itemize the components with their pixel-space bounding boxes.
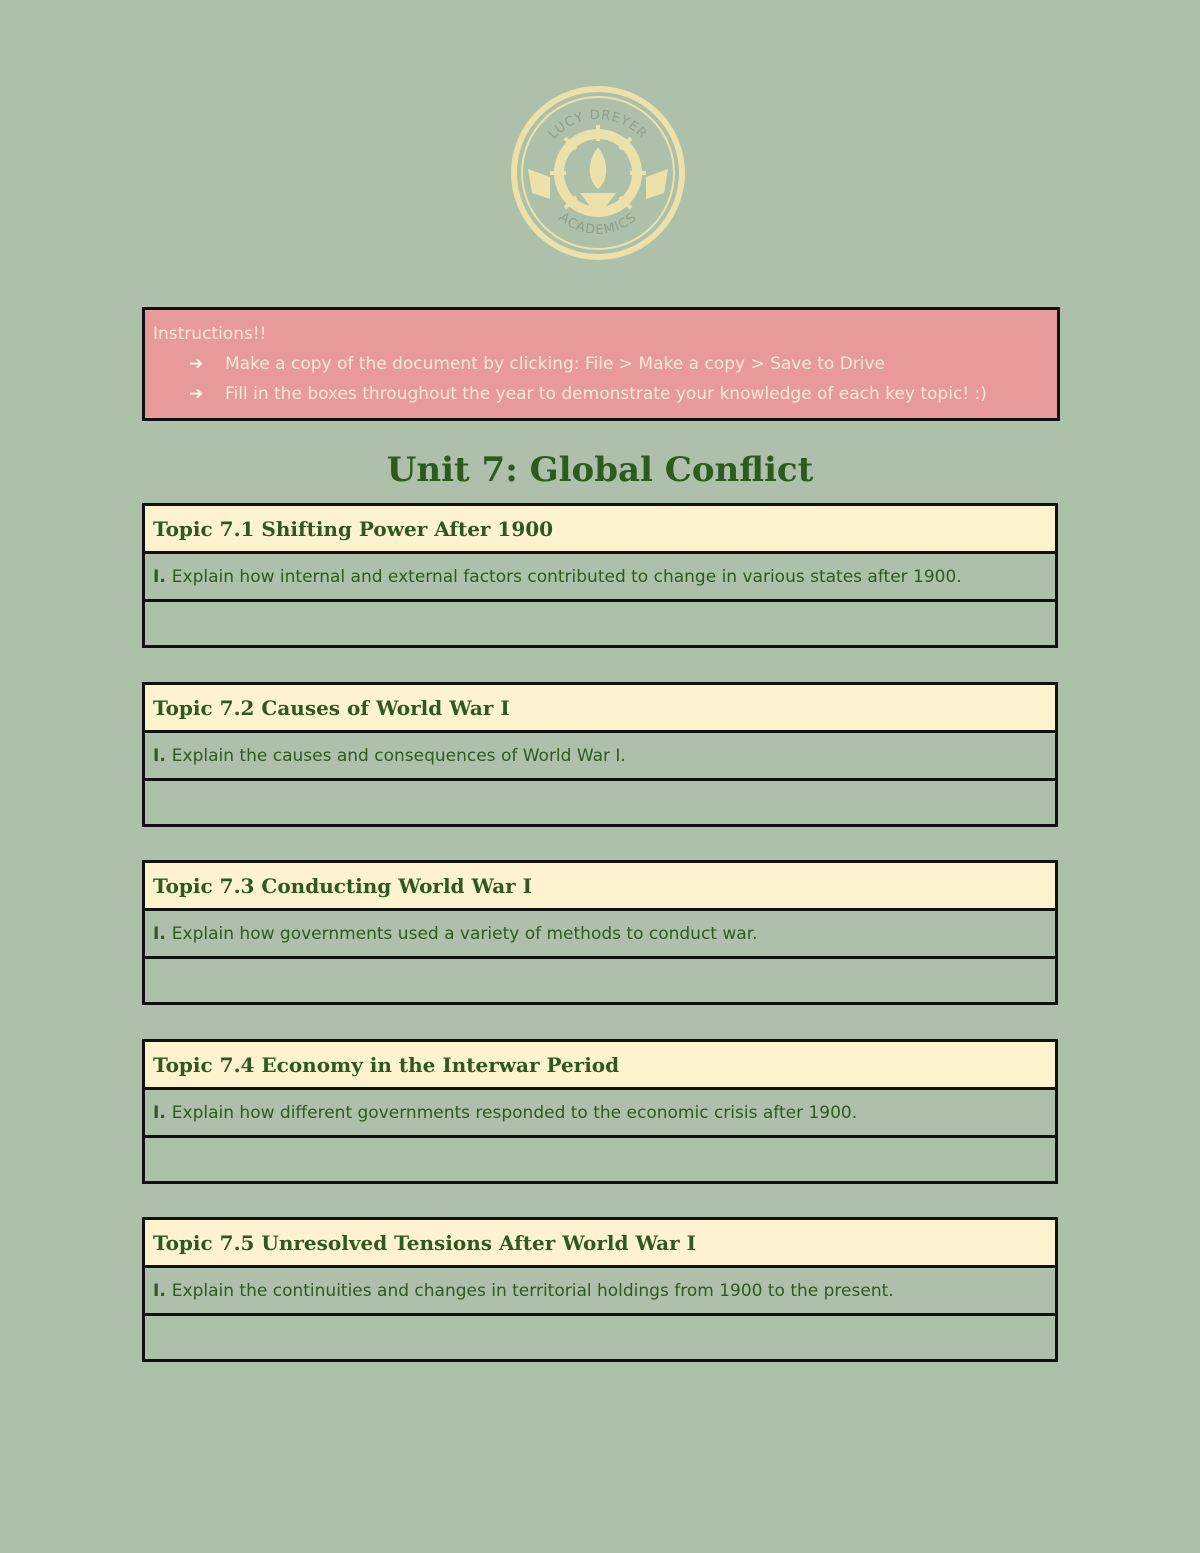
prompt-text: Explain how internal and external factors contributed to change in various states after 1900. [171, 566, 962, 587]
topic-prompt [145, 1090, 1055, 1138]
instructions-box [142, 307, 1060, 421]
answer-box[interactable] [145, 602, 1055, 645]
instruction-text: Make a copy of the document by clicking: File > Make a copy > Save to Drive [225, 354, 886, 374]
prompt-number: I. [153, 745, 166, 766]
answer-box[interactable] [145, 959, 1055, 1002]
arrow-right-icon: ➔ [189, 354, 204, 374]
topic-card [142, 682, 1058, 827]
prompt-text: Explain how governments used a variety of methods to conduct war. [171, 923, 758, 944]
instructions-title: Instructions!! [153, 324, 267, 344]
answer-box[interactable] [145, 1316, 1055, 1359]
topic-title: Topic 7.4 Economy in the Interwar Period [145, 1042, 1055, 1090]
prompt-text: Explain the continuities and changes in territorial holdings from 1900 to the present. [171, 1280, 894, 1301]
prompt-text: Explain how different governments responded to the economic crisis after 1900. [171, 1102, 858, 1123]
instruction-text: Fill in the boxes throughout the year to demonstrate your knowledge of each key topic! :) [225, 384, 987, 404]
topic-title: Topic 7.2 Causes of World War I [145, 685, 1055, 733]
topic-card [142, 503, 1058, 648]
seal-bottom-text: ACADEMICS [556, 209, 640, 239]
topic-prompt [145, 1268, 1055, 1316]
answer-box[interactable] [145, 1138, 1055, 1181]
academy-seal-logo [510, 85, 686, 261]
topic-title: Topic 7.3 Conducting World War I [145, 863, 1055, 911]
answer-box[interactable] [145, 781, 1055, 824]
prompt-number: I. [153, 1280, 166, 1301]
instruction-item [189, 354, 885, 374]
arrow-right-icon: ➔ [189, 384, 204, 404]
topic-card [142, 860, 1058, 1005]
topic-title: Topic 7.1 Shifting Power After 1900 [145, 506, 1055, 554]
unit-title: Unit 7: Global Conflict [386, 450, 814, 490]
topic-card [142, 1039, 1058, 1184]
topic-prompt [145, 911, 1055, 959]
prompt-number: I. [153, 1102, 166, 1123]
topic-prompt [145, 733, 1055, 781]
instruction-item [189, 384, 987, 404]
seal-top-text: LUCY DREYER [545, 107, 651, 143]
topic-prompt [145, 554, 1055, 602]
prompt-number: I. [153, 566, 166, 587]
prompt-number: I. [153, 923, 166, 944]
topic-title: Topic 7.5 Unresolved Tensions After World War I [145, 1220, 1055, 1268]
topic-card [142, 1217, 1058, 1362]
prompt-text: Explain the causes and consequences of World War I. [171, 745, 626, 766]
